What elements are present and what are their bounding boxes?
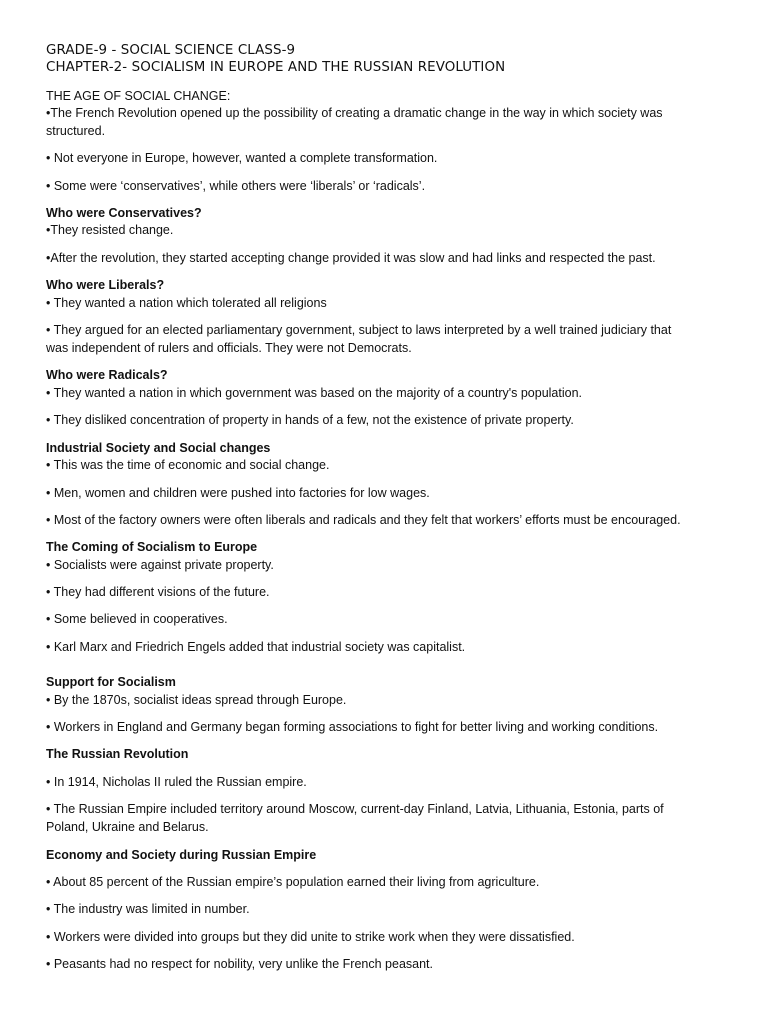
bullet-factory-owners: • Most of the factory owners were often liberals and radicals and they felt that workers’ efforts must be encouraged. [46, 513, 681, 527]
heading-conservatives: Who were Conservatives? [46, 206, 202, 220]
header-chapter-line: CHAPTER-2- SOCIALISM IN EUROPE AND THE RUSSIAN REVOLUTION [46, 60, 506, 75]
bullet-workers-associations: • Workers in England and Germany began forming associations to fight for better living and working conditions. [46, 720, 659, 734]
heading-support-for-socialism: Support for Socialism [46, 675, 176, 689]
bullet-peasants-nobility: • Peasants had no respect for nobility, very unlike the French peasant. [46, 957, 433, 971]
bullet-industry-limited: • The industry was limited in number. [46, 902, 250, 916]
heading-radicals: Who were Radicals? [46, 368, 168, 382]
heading-coming-of-socialism: The Coming of Socialism to Europe [46, 540, 258, 554]
bullet-concentration-property: • They disliked concentration of property in hands of a few, not the existence of private property. [46, 413, 574, 427]
bullet-factories-low-wages: • Men, women and children were pushed into factories for low wages. [46, 486, 430, 500]
heading-industrial-society: Industrial Society and Social changes [46, 441, 271, 455]
paragraph-french-revolution-1: •The French Revolution opened up the possibility of creating a dramatic change in the way in which society was [46, 106, 663, 120]
bullet-workers-divided: • Workers were divided into groups but they did unite to strike work when they were dissatisfied. [46, 930, 575, 944]
bullet-tolerated-religions: • They wanted a nation which tolerated all religions [46, 296, 327, 310]
bullet-majority-government: • They wanted a nation in which government was based on the majority of a country's population. [46, 386, 583, 400]
section-title-age-of-change: THE AGE OF SOCIAL CHANGE: [46, 89, 231, 103]
bullet-economic-change: • This was the time of economic and social change. [46, 458, 330, 472]
bullet-cooperatives: • Some believed in cooperatives. [46, 612, 228, 626]
bullet-nicholas-ii: • In 1914, Nicholas II ruled the Russian empire. [46, 775, 307, 789]
bullet-accepting-change: •After the revolution, they started accepting change provided it was slow and had links and respected the past. [46, 251, 656, 265]
bullet-elected-government-2: was independent of rulers and officials. They were not Democrats. [46, 341, 412, 355]
bullet-resisted-change: •They resisted change. [46, 223, 174, 237]
bullet-elected-government-1: • They argued for an elected parliamentary government, subject to laws interpreted by a well trained judiciary that [46, 323, 672, 337]
bullet-russian-empire-territory-1: • The Russian Empire included territory around Moscow, current-day Finland, Latvia, Lithuania, Estonia, parts of [46, 802, 664, 816]
heading-liberals: Who were Liberals? [46, 278, 165, 292]
header-grade-line: GRADE-9 - SOCIAL SCIENCE CLASS-9 [46, 43, 296, 58]
paragraph-french-revolution-2: structured. [46, 124, 106, 138]
bullet-marx-engels: • Karl Marx and Friedrich Engels added that industrial society was capitalist. [46, 640, 466, 654]
bullet-against-private-property: • Socialists were against private property. [46, 558, 274, 572]
bullet-different-visions: • They had different visions of the future. [46, 585, 270, 599]
bullet-1870s-socialist-ideas: • By the 1870s, socialist ideas spread through Europe. [46, 693, 347, 707]
bullet-conservatives-liberals: • Some were ‘conservatives’, while others were ‘liberals’ or ‘radicals’. [46, 179, 426, 193]
bullet-not-everyone: • Not everyone in Europe, however, wanted a complete transformation. [46, 151, 438, 165]
heading-economy-society: Economy and Society during Russian Empire [46, 848, 317, 862]
bullet-russian-empire-territory-2: Poland, Ukraine and Belarus. [46, 820, 209, 834]
bullet-agriculture-85-percent: • About 85 percent of the Russian empire’s population earned their living from agriculture. [46, 875, 540, 889]
heading-russian-revolution: The Russian Revolution [46, 747, 189, 761]
